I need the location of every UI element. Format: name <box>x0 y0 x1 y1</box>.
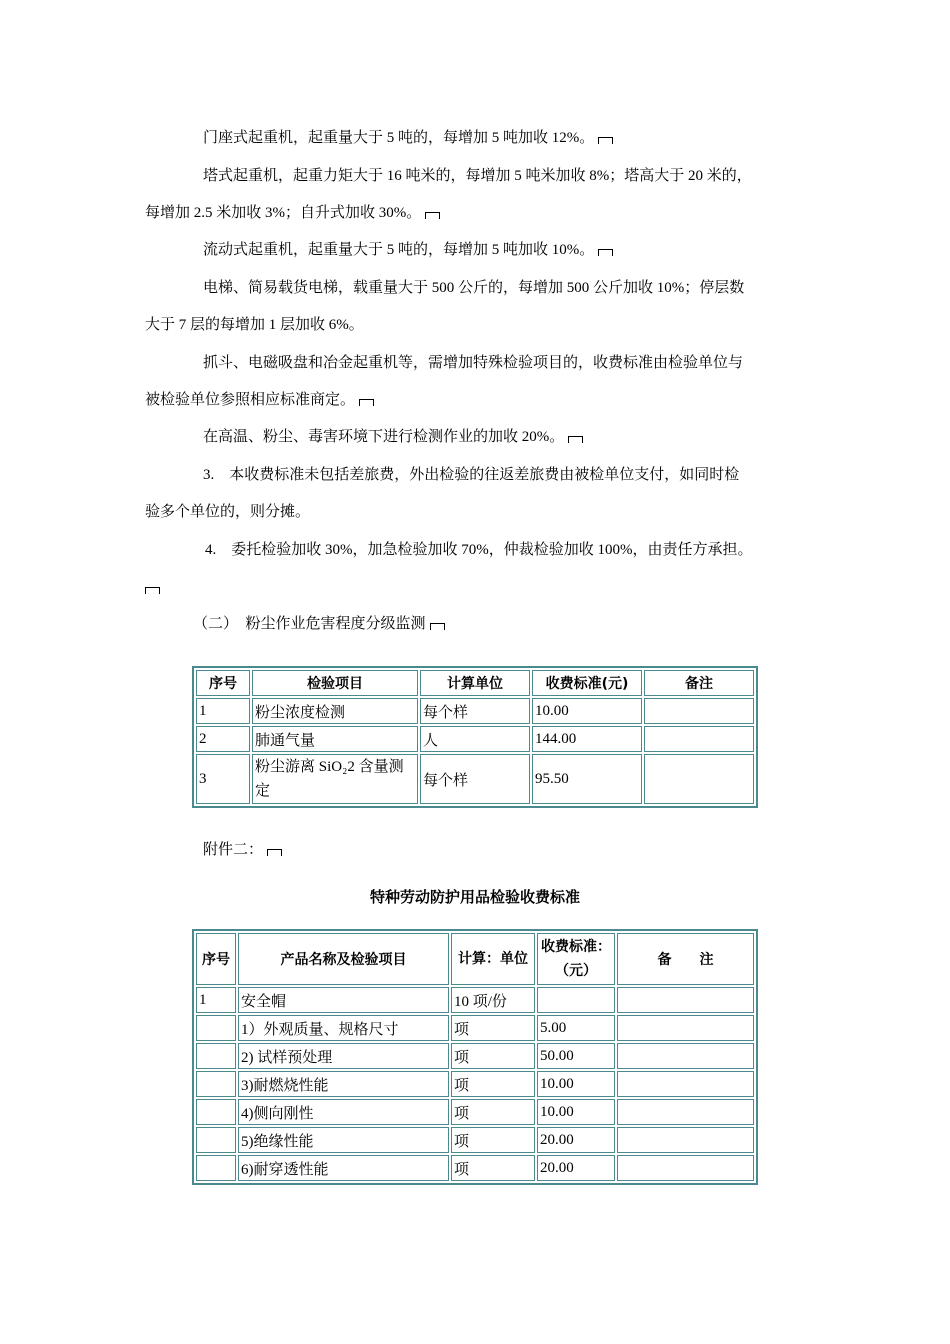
table-cell: 1 <box>196 698 250 724</box>
paragraph: 4. 委托检验加收 30%，加急检验加收 70%，仲裁检验加收 100%，由责任方承担。 <box>205 542 753 558</box>
header-cell: 收费标准：（元） <box>537 933 615 985</box>
header-cell: 产品名称及检验项目 <box>238 933 449 985</box>
table-cell <box>196 1043 236 1069</box>
table-cell: 安全帽 <box>238 987 449 1013</box>
table-cell: 项 <box>451 1099 535 1125</box>
table-cell: 2 <box>196 726 250 752</box>
table-cell: 1）外观质量、规格尺寸 <box>238 1015 449 1041</box>
table-header-row <box>196 670 754 696</box>
paragraph: 抓斗、电磁吸盘和冶金起重机等，需增加特殊检验项目的，收费标准由检验单位与 <box>203 355 744 371</box>
table-cell: 20.00 <box>537 1127 615 1153</box>
section-heading: （二） 粉尘作业危害程度分级监测 <box>193 614 445 634</box>
paragraph-mark <box>568 436 583 443</box>
table-cell: 95.50 <box>532 754 642 804</box>
paragraph: 流动式起重机，起重量大于 5 吨的，每增加 5 吨加收 10%。 <box>203 240 613 260</box>
table-cell <box>196 1015 236 1041</box>
header-cell: 收费标准(元) <box>532 670 642 696</box>
table-row <box>196 726 754 752</box>
table-cell: 每个样 <box>420 698 530 724</box>
paragraph: 电梯、简易载货电梯，载重量大于 500 公斤的，每增加 500 公斤加收 10%；停层数 <box>203 280 745 296</box>
table-cell: 项 <box>451 1043 535 1069</box>
table-cell: 人 <box>420 726 530 752</box>
table-cell <box>617 987 754 1013</box>
header-cell: 备注 <box>644 670 754 696</box>
table-cell <box>537 987 615 1013</box>
table-cell: 10.00 <box>537 1099 615 1125</box>
table-cell: 10 项/份 <box>451 987 535 1013</box>
table-cell <box>644 754 754 804</box>
paragraph: 在高温、粉尘、毒害环境下进行检测作业的加收 20%。 <box>203 427 583 447</box>
header-cell: 备 注 <box>617 933 754 985</box>
table-cell: 项 <box>451 1155 535 1181</box>
table-cell <box>196 1155 236 1181</box>
table-cell: 粉尘浓度检测 <box>252 698 418 724</box>
paragraph-mark <box>145 587 160 594</box>
table-cell: 项 <box>451 1127 535 1153</box>
table-cell: 6)耐穿透性能 <box>238 1155 449 1181</box>
header-cell: 计算单位 <box>420 670 530 696</box>
header-cell: 检验项目 <box>252 670 418 696</box>
table-cell: 5.00 <box>537 1015 615 1041</box>
table-row <box>196 1071 754 1097</box>
header-cell: 计算：单位 <box>451 933 535 985</box>
table-row <box>196 987 754 1013</box>
table-cell <box>196 1099 236 1125</box>
table-row <box>196 1015 754 1041</box>
table-cell: 5)绝缘性能 <box>238 1127 449 1153</box>
table-cell <box>617 1155 754 1181</box>
table-header-row <box>196 933 754 985</box>
paragraph: 3. 本收费标准未包括差旅费，外出检验的往返差旅费由被检单位支付，如同时检 <box>203 467 740 483</box>
paragraph-mark <box>359 399 374 406</box>
paragraph-mark <box>598 137 613 144</box>
paragraph-mark <box>430 623 445 630</box>
paragraph: 塔式起重机，起重力矩大于 16 吨米的，每增加 5 吨米加收 8%；塔高大于 20 米的， <box>203 168 752 184</box>
table-row <box>196 1155 754 1181</box>
table-cell: 20.00 <box>537 1155 615 1181</box>
table-cell: 项 <box>451 1071 535 1097</box>
table-cell: 每个样 <box>420 754 530 804</box>
table-row <box>196 1099 754 1125</box>
table-cell: 144.00 <box>532 726 642 752</box>
ppe-fee-table <box>192 929 758 1185</box>
table-cell <box>644 698 754 724</box>
table-cell <box>617 1127 754 1153</box>
paragraph-mark <box>425 212 440 219</box>
header-cell: 序号 <box>196 670 250 696</box>
paragraph: 被检验单位参照相应标准商定。 <box>145 390 374 410</box>
paragraph-mark-line <box>145 578 160 598</box>
table-cell <box>196 1071 236 1097</box>
document-title: 特种劳动防护用品检验收费标准 <box>369 888 580 906</box>
table-cell: 10.00 <box>532 698 642 724</box>
dust-fee-table <box>192 666 758 808</box>
paragraph-mark <box>598 249 613 256</box>
table-cell: 4)侧向刚性 <box>238 1099 449 1125</box>
table-cell: 3 <box>196 754 250 804</box>
table-cell: 项 <box>451 1015 535 1041</box>
paragraph: 大于 7 层的每增加 1 层加收 6%。 <box>145 317 364 333</box>
paragraph: 门座式起重机，起重量大于 5 吨的，每增加 5 吨加收 12%。 <box>203 128 613 148</box>
table-cell: 10.00 <box>537 1071 615 1097</box>
table-cell: 50.00 <box>537 1043 615 1069</box>
table-row <box>196 1127 754 1153</box>
table-cell <box>617 1015 754 1041</box>
table-row <box>196 698 754 724</box>
header-cell: 序号 <box>196 933 236 985</box>
table-cell <box>644 726 754 752</box>
table-row <box>196 754 754 804</box>
table-cell <box>617 1043 754 1069</box>
table-cell: 粉尘游离 SiO₂2 含量测定 <box>252 754 418 804</box>
table-cell: 肺通气量 <box>252 726 418 752</box>
paragraph: 每增加 2.5 米加收 3%；自升式加收 30%。 <box>145 203 440 223</box>
table-cell <box>617 1099 754 1125</box>
attachment-label: 附件二： <box>203 840 282 860</box>
table-cell <box>196 1127 236 1153</box>
table-cell: 1 <box>196 987 236 1013</box>
paragraph: 验多个单位的，则分摊。 <box>145 504 311 520</box>
table-row <box>196 1043 754 1069</box>
table-cell: 2) 试样预处理 <box>238 1043 449 1069</box>
table-cell <box>617 1071 754 1097</box>
paragraph-mark <box>267 849 282 856</box>
table-cell: 3)耐燃烧性能 <box>238 1071 449 1097</box>
